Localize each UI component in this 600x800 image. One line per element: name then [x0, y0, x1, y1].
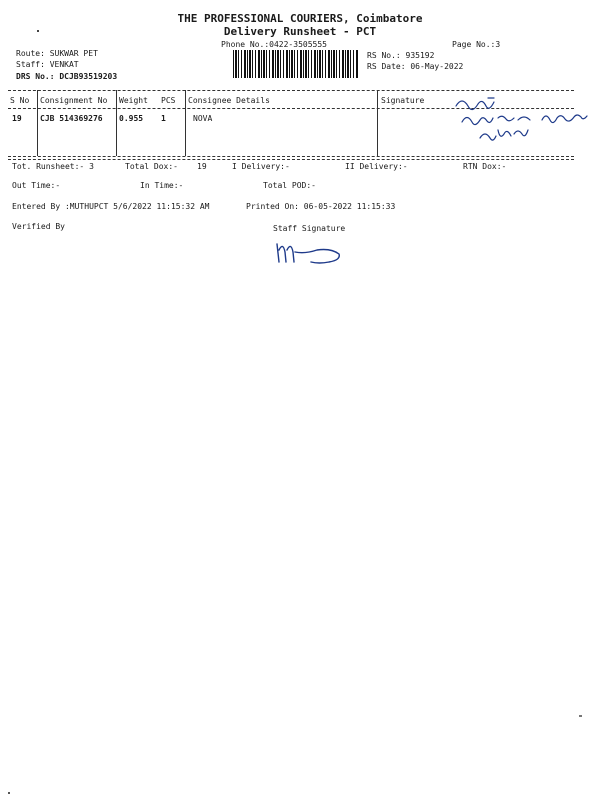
header-weight: Weight	[119, 96, 148, 105]
rs-number: RS No.: 935192	[367, 51, 435, 60]
route-label: Route: SUKWAR PET	[16, 49, 98, 58]
total-pod: Total POD:-	[263, 181, 316, 190]
summary-rule	[8, 159, 574, 160]
column-divider	[116, 90, 117, 156]
tot-runsheet: Tot. Runsheet:- 3	[12, 162, 94, 171]
staff-signature-mark	[275, 238, 345, 272]
entered-by: Entered By :MUTHUPCT 5/6/2022 11:15:32 AM	[12, 202, 210, 211]
out-time: Out Time:-	[12, 181, 61, 190]
header-pcs: PCS	[161, 96, 176, 105]
row-consignment: CJB 514369276	[40, 114, 103, 123]
receiver-signature-mark	[448, 94, 598, 152]
header-consignment: Consignment No	[40, 96, 108, 105]
table-bottom-rule	[8, 156, 574, 157]
column-divider	[185, 90, 186, 156]
scan-speck	[579, 715, 582, 717]
verified-by: Verified By	[12, 222, 65, 231]
page-number: Page No.:3	[452, 40, 501, 49]
ii-delivery: II Delivery:-	[345, 162, 408, 171]
staff-label: Staff: VENKAT	[16, 60, 79, 69]
in-time: In Time:-	[140, 181, 184, 190]
table-top-rule	[8, 90, 574, 91]
header-sno: S No	[10, 96, 30, 105]
staff-signature-label: Staff Signature	[273, 224, 346, 233]
barcode	[233, 50, 359, 78]
column-divider	[377, 90, 378, 156]
printed-on: Printed On: 06-05-2022 11:15:33	[246, 202, 396, 211]
drs-number: DRS No.: DCJB93519203	[16, 72, 118, 81]
document-title: Delivery Runsheet - PCT	[223, 25, 377, 38]
row-consignee: NOVA	[193, 114, 213, 123]
row-weight: 0.955	[119, 114, 144, 123]
row-sno: 19	[12, 114, 22, 123]
total-dox-label: Total Dox:-	[125, 162, 178, 171]
row-pcs: 1	[161, 114, 166, 123]
scan-speck	[8, 792, 10, 794]
company-name: THE PROFESSIONAL COURIERS, Coimbatore	[177, 12, 423, 25]
header-signature: Signature	[381, 96, 425, 105]
total-dox-value: 19	[197, 162, 207, 171]
scan-speck	[37, 30, 39, 32]
header-consignee: Consignee Details	[188, 96, 270, 105]
rtn-dox: RTN Dox:-	[463, 162, 507, 171]
i-delivery: I Delivery:-	[232, 162, 290, 171]
column-divider	[37, 90, 38, 156]
rs-date: RS Date: 06-May-2022	[367, 62, 464, 71]
phone-number: Phone No.:0422-3505555	[221, 40, 327, 49]
